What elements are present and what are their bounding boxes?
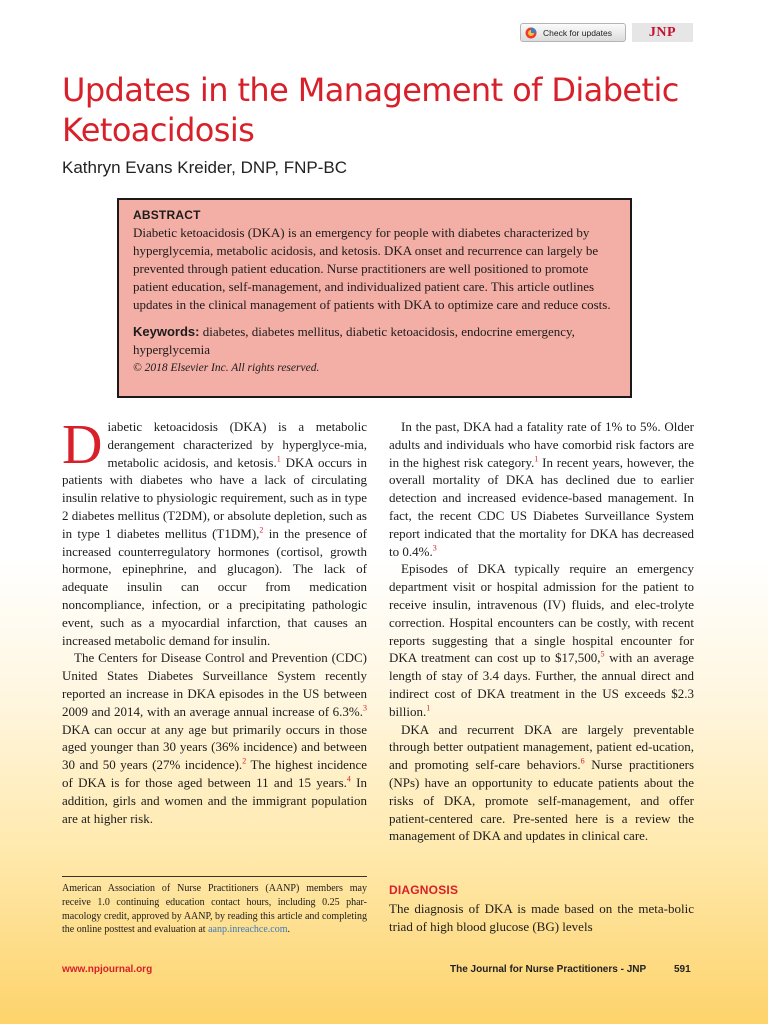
citation-ref[interactable]: 2: [259, 525, 264, 535]
body-paragraph: [389, 560, 694, 720]
crossmark-icon: [525, 27, 537, 39]
body-text: DKA occurs in patients with diabetes who have a lack of circulating insulin relative to physiologic requirement, such as in type 2 diabetes mellitus (T2DM), or absolute depletion, such as in type 1 diabetes mellitus (T1DM),: [62, 454, 367, 541]
footer-journal-name: The Journal for Nurse Practitioners - JNP: [450, 964, 647, 975]
abstract-box: [117, 198, 632, 398]
citation-ref[interactable]: 3: [363, 703, 367, 713]
body-text: In the past, DKA had a fatality rate of 1% to 5%. Older adults and individuals who have comorbid risk factors are in the highest risk category.: [389, 419, 694, 470]
diagnosis-section: [389, 900, 694, 936]
footnote-divider: [62, 876, 367, 877]
abstract-heading: ABSTRACT: [133, 208, 201, 222]
citation-ref[interactable]: 1: [534, 454, 539, 464]
page-number: 591: [674, 964, 691, 975]
citation-ref[interactable]: 1: [426, 703, 431, 713]
body-text: Episodes of DKA typically require an emergency department visit or hospital admission for the patient to receive insulin, intravenous (IV) fluids, and elec-trolyte correction. Hospital encounters can be costly, with recent reports suggesting that a single hospital encounter for DKA treatment can cost up to $17,500,: [389, 561, 694, 666]
citation-ref[interactable]: 4: [346, 774, 351, 784]
intro-paragraph: [62, 414, 367, 649]
footer-url-link[interactable]: www.npjournal.org: [62, 964, 153, 975]
abstract-text: Diabetic ketoacidosis (DKA) is an emergency for people with diabetes characterized by hyperglycemia, metabolic acidosis, and ketosis. DKA onset and recurrence can largely be prevented through patient education. Nurse practitioners are well positioned to promote patient education, self-management, and individualized patient care. This article outlines updates in the clinical management of patients with DKA to optimize care and reduce costs.: [133, 225, 611, 312]
body-paragraph: [389, 721, 694, 846]
citation-ref[interactable]: 2: [242, 756, 247, 766]
body-text: in the presence of increased counterregulatory hormones (cortisol, growth hormone, epinephrine, and glucagon). The lack of adequate insulin can occur from medication noncompliance, infection, or a precipitating pathologic event, such as a myocardial infarction, that causes an increased metabolic demand for insulin.: [62, 525, 367, 648]
copyright-notice: © 2018 Elsevier Inc. All rights reserved.: [133, 362, 320, 374]
article-author: Kathryn Evans Kreider, DNP, FNP-BC: [62, 158, 348, 177]
body-text: DKA and recurrent DKA are largely preventable through better outpatient management, patient ed-ucation, and promoting self-care behaviors.: [389, 721, 694, 773]
ce-footnote: [62, 882, 367, 937]
body-text: with an average length of stay of 3.4 days. Further, the annual direct and indirect cost of DKA treatment in the US exceeds $2.3 billion.: [389, 650, 694, 719]
body-text: The highest incidence of DKA is for those aged between 11 and 15 years.: [62, 757, 367, 790]
diagnosis-heading: DIAGNOSIS: [389, 883, 459, 897]
keywords-label: Keywords:: [133, 324, 200, 339]
body-text: DKA can occur at any age but primarily occurs in those aged younger than 30 years (36% incidence) and between 30 and 50 years (27% incidence).: [62, 721, 367, 773]
footnote-end: .: [287, 924, 290, 936]
article-title: Updates in the Management of Diabetic Ketoacidosis: [62, 71, 679, 149]
citation-ref[interactable]: 3: [432, 543, 437, 553]
footnote-text: American Association of Nurse Practitioners (AANP) members may receive 1.0 continuing education contact hours, including 0.25 phar-macology credit, approved by AANP, by reading this article and completing the online posttest and evaluation at: [62, 883, 367, 936]
body-text: iabetic ketoacidosis (DKA) is a metabolic derangement characterized by hyperglyce-mia, metabolic acidosis, and ketosis.: [107, 419, 367, 470]
body-text: In addition, girls and women and the immigrant population are at higher risk.: [62, 774, 367, 826]
check-for-updates-label: Check for updates: [543, 27, 612, 38]
body-text: Nurse practitioners (NPs) have an opportunity to educate patients about the risks of DKA, promote self-management, and offer patient-centered care. Pre-sented here is a review the management of DKA and updates in clinical care.: [389, 757, 694, 844]
right-column: [389, 418, 694, 845]
citation-ref[interactable]: 1: [276, 454, 281, 464]
ce-link[interactable]: aanp.inreachce.com: [208, 924, 288, 936]
check-for-updates-button[interactable]: [520, 23, 626, 42]
body-text: In recent years, however, the overall mortality of DKA has declined due to earlier detection and increased evidence-based management. In fact, the recent CDC US Diabetes Surveillance System report indicated that the mortality for DKA has decreased to 0.4%.: [389, 454, 694, 559]
body-text: The Centers for Disease Control and Prevention (CDC) United States Diabetes Surveillance System recently reported an increase in DKA episodes in the US between 2009 and 2014, with an average annual increase of 6.3%.: [62, 650, 367, 719]
left-column: [62, 414, 367, 827]
keywords-line: [133, 323, 618, 359]
drop-cap: D: [62, 414, 103, 476]
keywords-list: diabetes, diabetes mellitus, diabetic ketoacidosis, endocrine emergency, hyperglycemia: [133, 324, 575, 357]
diagnosis-paragraph: The diagnosis of DKA is made based on the meta-bolic triad of high blood glucose (BG) levels: [389, 901, 694, 934]
body-paragraph: [389, 418, 694, 560]
journal-logo: JNP: [632, 23, 693, 42]
citation-ref[interactable]: 5: [600, 650, 605, 660]
body-paragraph: [62, 649, 367, 827]
citation-ref[interactable]: 6: [580, 756, 585, 766]
